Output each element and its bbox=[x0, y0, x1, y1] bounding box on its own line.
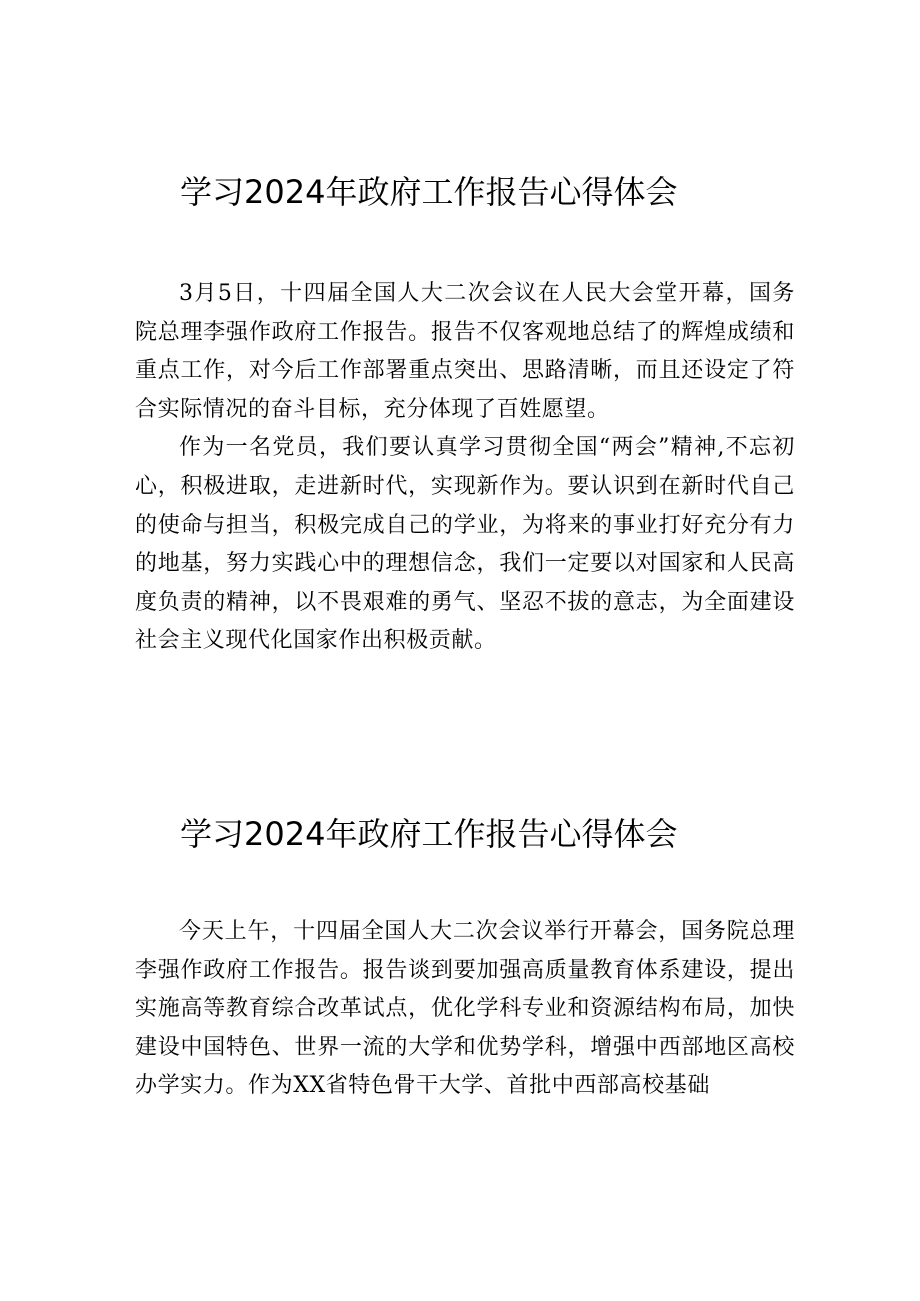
article-2-body bbox=[135, 913, 795, 1106]
article-1-paragraph-1: 3月5日，十四届全国人大二次会议在人民大会堂开幕，国务院总理李强作政府工作报告。报告不仅客观地总结了的辉煌成绩和重点工作，对今后工作部署重点突出、思路清晰，而且还设定了符合实际情况的奋斗目标，充分体现了百姓愿望。 bbox=[135, 281, 795, 422]
article-1-title: 学习2024年政府工作报告心得体会 bbox=[180, 173, 678, 211]
article-1-paragraph-2: 作为一名党员，我们要认真学习贯彻全国“两会”精神,不忘初心，积极进取，走进新时代，实现新作为。要认识到在新时代自己的使命与担当，积极完成自己的学业，为将来的事业打好充分有力的地基，努力实践心中的理想信念，我们一定要以对国家和人民高度负责的精神，以不畏艰难的勇气、坚忍不拔的意志，为全面建设社会主义现代化国家作出积极贡献。 bbox=[135, 435, 795, 654]
article-1-body bbox=[135, 275, 795, 661]
article-2-title: 学习2024年政府工作报告心得体会 bbox=[180, 815, 678, 853]
article-2-paragraph-1: 今天上午，十四届全国人大二次会议举行开幕会，国务院总理李强作政府工作报告。报告谈到要加强高质量教育体系建设，提出实施高等教育综合改革试点，优化学科专业和资源结构布局，加快建设中国特色、世界一流的大学和优势学科，增强中西部地区高校办学实力。作为XX省特色骨干大学、首批中西部高校基础 bbox=[135, 919, 795, 1099]
